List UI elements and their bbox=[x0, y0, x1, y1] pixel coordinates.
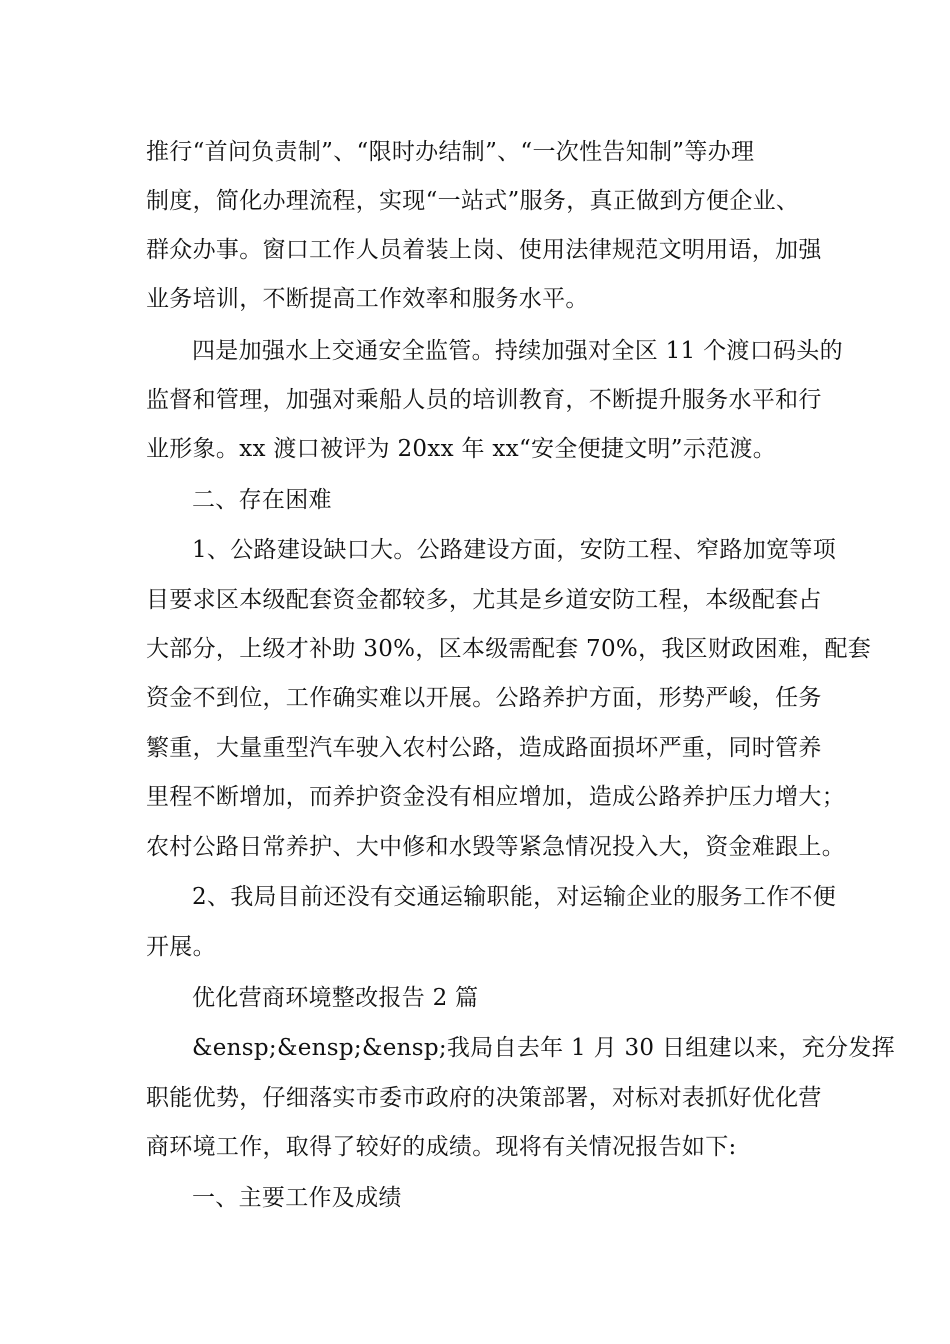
text-line: 2、我局目前还没有交通运输职能，对运输企业的服务工作不便 bbox=[192, 884, 837, 910]
text-line: 资金不到位，工作确实难以开展。公路养护方面，形势严峻，任务 bbox=[146, 685, 822, 711]
text-line: &ensp;&ensp;&ensp;我局自去年 1 月 30 日组建以来，充分发挥 bbox=[192, 1035, 895, 1061]
text-line: 目要求区本级配套资金都较多，尤其是乡道安防工程，本级配套占 bbox=[146, 587, 822, 613]
text-line: 业务培训，不断提高工作效率和服务水平。 bbox=[146, 286, 589, 312]
section-heading: 一、主要工作及成绩 bbox=[192, 1185, 402, 1211]
text-line: 1、公路建设缺口大。公路建设方面，安防工程、窄路加宽等项 bbox=[192, 537, 837, 563]
text-line: 里程不断增加，而养护资金没有相应增加，造成公路养护压力增大； bbox=[146, 784, 845, 810]
document-title: 优化营商环境整改报告 2 篇 bbox=[192, 985, 479, 1011]
text-line: 业形象。xx 渡口被评为 20xx 年 xx“安全便捷文明”示范渡。 bbox=[146, 436, 777, 462]
text-line: 繁重，大量重型汽车驶入农村公路，造成路面损坏严重，同时管养 bbox=[146, 735, 822, 761]
text-line: 群众办事。窗口工作人员着装上岗、使用法律规范文明用语，加强 bbox=[146, 237, 822, 263]
text-line: 监督和管理，加强对乘船人员的培训教育，不断提升服务水平和行 bbox=[146, 387, 822, 413]
text-line: 农村公路日常养护、大中修和水毁等紧急情况投入大，资金难跟上。 bbox=[146, 834, 845, 860]
text-line: 商环境工作，取得了较好的成绩。现将有关情况报告如下: bbox=[146, 1134, 737, 1160]
text-line: 大部分，上级才补助 30%，区本级需配套 70%，我区财政困难，配套 bbox=[146, 636, 872, 662]
section-heading: 二、存在困难 bbox=[192, 487, 332, 513]
text-line: 制度，简化办理流程，实现“一站式”服务，真正做到方便企业、 bbox=[146, 188, 800, 214]
text-line: 四是加强水上交通安全监管。持续加强对全区 11 个渡口码头的 bbox=[192, 338, 843, 364]
text-line: 推行“首问负责制”、“限时办结制”、“一次性告知制”等办理 bbox=[146, 139, 755, 165]
text-line: 开展。 bbox=[146, 934, 216, 960]
text-line: 职能优势，仔细落实市委市政府的决策部署，对标对表抓好优化营 bbox=[146, 1085, 822, 1111]
